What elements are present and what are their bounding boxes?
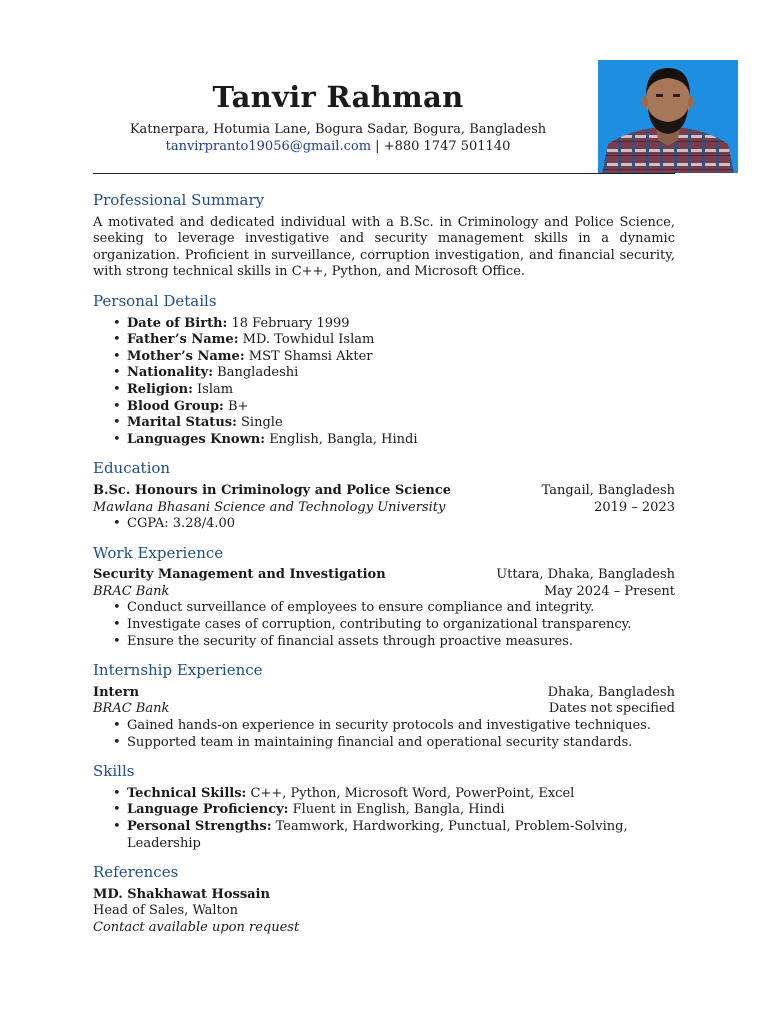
list-item <box>113 332 675 349</box>
item-label: Marital Status: <box>127 415 237 431</box>
job-role: Security Management and Investigation <box>93 567 386 583</box>
item-value: Teamwork, Hardworking, Punctual, Problem-Solving, Leadership <box>127 819 628 851</box>
item-value: Fluent in English, Bangla, Hindi <box>288 802 505 818</box>
contact-separator: | <box>371 139 384 154</box>
section-title: Education <box>93 459 171 478</box>
section-title: Personal Details <box>93 291 217 310</box>
list-item: • CGPA: 3.28/4.00 <box>113 516 675 533</box>
list-item <box>113 382 675 399</box>
resume-body <box>93 192 675 949</box>
section-references <box>93 864 675 936</box>
reference-name: MD. Shakhawat Hossain <box>93 886 270 902</box>
list-item: • Ensure the security of financial assets through proactive measures. <box>113 634 675 651</box>
list-item <box>113 349 675 366</box>
item-value: B+ <box>223 398 249 414</box>
entry-sub-row <box>93 500 675 517</box>
education-bullets <box>93 516 675 533</box>
entry-location: Tangail, Bangladesh <box>541 482 675 498</box>
portrait-image <box>598 60 738 173</box>
section-education <box>93 460 675 532</box>
item-label: Father’s Name: <box>127 332 239 348</box>
list-item <box>113 786 675 803</box>
list-item: • Supported team in maintaining financial and operational security standards. <box>113 735 675 752</box>
entry-sub-row <box>93 584 675 601</box>
item-label: Blood Group: <box>127 398 224 414</box>
candidate-address: Katnerpara, Hotumia Lane, Bogura Sadar, Bogura, Bangladesh <box>129 122 547 137</box>
institution-name: Mawlana Bhasani Science and Technology University <box>93 499 446 515</box>
section-title: Skills <box>93 762 135 781</box>
item-label: Nationality: <box>127 365 214 381</box>
section-title: References <box>93 863 179 882</box>
entry-dates: May 2024 – Present <box>543 583 675 599</box>
section-title: Internship Experience <box>93 661 263 680</box>
entry-location: Uttara, Dhaka, Bangladesh <box>496 567 675 583</box>
item-label: Personal Strengths: <box>127 819 272 834</box>
job-role: Intern <box>93 684 140 700</box>
internship-bullets <box>93 718 675 751</box>
entry-dates: Dates not specified <box>548 701 675 717</box>
section-internship-experience <box>93 662 675 751</box>
entry-heading-row <box>93 483 675 500</box>
profile-photo <box>598 60 738 173</box>
work-bullets <box>93 600 675 650</box>
reference-note: Contact available upon request <box>93 919 300 935</box>
organization-name: BRAC Bank <box>93 583 170 599</box>
item-label: Religion: <box>127 381 193 397</box>
item-value: English, Bangla, Hindi <box>265 431 418 447</box>
item-label: Languages Known: <box>127 431 266 447</box>
item-value: Single <box>236 415 283 431</box>
item-value: 18 February 1999 <box>227 315 350 331</box>
list-item <box>113 415 675 432</box>
item-label: Language Proficiency: <box>127 802 289 818</box>
item-value: MST Shamsi Akter <box>244 348 373 364</box>
header-divider <box>93 173 675 174</box>
list-item <box>113 365 675 382</box>
item-label: Date of Birth: <box>127 315 228 331</box>
item-label: Mother’s Name: <box>127 348 245 364</box>
item-label: Technical Skills: <box>127 785 247 801</box>
list-item: • Investigate cases of corruption, contributing to organizational transparency. <box>113 617 675 634</box>
list-item <box>113 432 675 449</box>
phone-number: +880 1747 501140 <box>383 139 511 154</box>
item-value: C++, Python, Microsoft Word, PowerPoint, Excel <box>246 785 575 801</box>
personal-details-list <box>93 316 675 449</box>
section-skills <box>93 763 675 852</box>
reference-position: Head of Sales, Walton <box>93 903 239 919</box>
organization-name: BRAC Bank <box>93 701 170 717</box>
section-personal-details <box>93 293 675 448</box>
candidate-name: Tanvir Rahman <box>212 80 464 114</box>
summary-text: A motivated and dedicated individual with a B.Sc. in Criminology and Police Science, seeking to leverage investigative and security management skills in a dynamic organization. Proficient in surveillance, corruption investigation, and financial security, with strong technical skills in C++, Python, and Microsoft Office. <box>93 214 675 280</box>
list-item <box>113 819 675 852</box>
item-value: Islam <box>192 381 234 397</box>
section-title: Work Experience <box>93 543 224 562</box>
entry-location: Dhaka, Bangladesh <box>547 684 675 700</box>
degree-title: B.Sc. Honours in Criminology and Police Science <box>93 482 452 498</box>
list-item <box>113 802 675 819</box>
item-value: MD. Towhidul Islam <box>238 332 375 348</box>
section-title: Professional Summary <box>93 191 265 209</box>
email-link[interactable]: tanvirpranto19056@gmail.com <box>165 139 372 154</box>
entry-heading-row <box>93 567 675 584</box>
contact-line <box>93 139 583 154</box>
list-item <box>113 399 675 416</box>
entry-sub-row <box>93 701 675 718</box>
entry-dates: 2019 – 2023 <box>594 499 675 515</box>
item-value: Bangladeshi <box>213 365 299 381</box>
skills-list <box>93 786 675 852</box>
list-item: • Conduct surveillance of employees to ensure compliance and integrity. <box>113 600 675 617</box>
resume-header <box>93 58 583 154</box>
section-professional-summary <box>93 192 675 281</box>
list-item <box>113 316 675 333</box>
section-work-experience <box>93 545 675 651</box>
entry-heading-row <box>93 685 675 702</box>
list-item: • Gained hands-on experience in security protocols and investigative techniques. <box>113 718 675 735</box>
